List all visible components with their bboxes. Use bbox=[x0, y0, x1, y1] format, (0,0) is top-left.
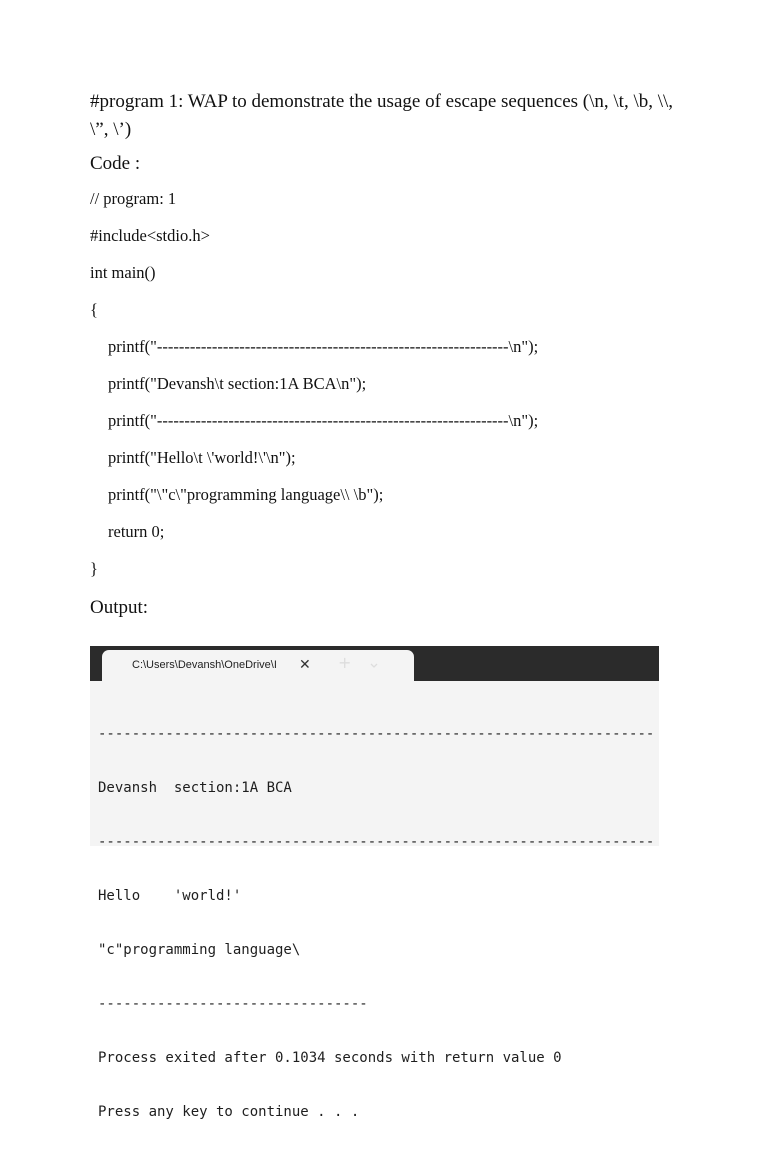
terminal-line-6: -------------------------------- bbox=[98, 996, 368, 1012]
terminal-output bbox=[90, 681, 659, 1157]
code-line-5: printf("----------------------------------------------------------------\n"); bbox=[108, 337, 539, 356]
code-line-6: printf("Devansh\t section:1A BCA\n"); bbox=[108, 374, 367, 393]
code-line-8: printf("Hello\t \'world!\'\n"); bbox=[108, 448, 296, 467]
code-line-2: #include<stdio.h> bbox=[90, 226, 210, 245]
terminal-line-1: ------------------------------------------------------------------ bbox=[98, 726, 655, 742]
code-line-3: int main() bbox=[90, 263, 156, 282]
document-page bbox=[90, 88, 680, 633]
terminal-line-5: "c"programming language\ bbox=[98, 942, 301, 958]
code-block bbox=[90, 188, 680, 580]
new-tab-icon[interactable]: + bbox=[338, 653, 352, 672]
terminal-line-4: Hello 'world!' bbox=[98, 888, 242, 904]
terminal-tab-title: C:\Users\Devansh\OneDrive\I bbox=[132, 659, 277, 671]
code-line-11: } bbox=[90, 559, 98, 578]
terminal-line-8: Press any key to continue . . . bbox=[98, 1104, 360, 1120]
chevron-down-icon[interactable] bbox=[369, 658, 379, 668]
code-label: Code : bbox=[90, 153, 141, 174]
terminal-titlebar bbox=[90, 646, 659, 681]
terminal-window bbox=[90, 646, 659, 1120]
code-line-9: printf("\"c\"programming language\\ \b"); bbox=[108, 485, 384, 504]
code-line-10: return 0; bbox=[108, 522, 165, 541]
terminal-tab[interactable] bbox=[102, 650, 414, 681]
terminal-line-2: Devansh section:1A BCA bbox=[98, 780, 292, 796]
code-line-4: { bbox=[90, 300, 98, 319]
terminal-line-7: Process exited after 0.1034 seconds with return value 0 bbox=[98, 1050, 562, 1066]
terminal-line-3: ------------------------------------------------------------------ bbox=[98, 834, 655, 850]
code-line-7: printf("----------------------------------------------------------------\n"); bbox=[108, 411, 539, 430]
close-icon[interactable]: ✕ bbox=[299, 656, 311, 672]
code-line-1: // program: 1 bbox=[90, 189, 177, 208]
program-heading: #program 1: WAP to demonstrate the usage of escape sequences (\n, \t, \b, \\, \”, \’) bbox=[90, 91, 678, 140]
output-label: Output: bbox=[90, 597, 149, 618]
